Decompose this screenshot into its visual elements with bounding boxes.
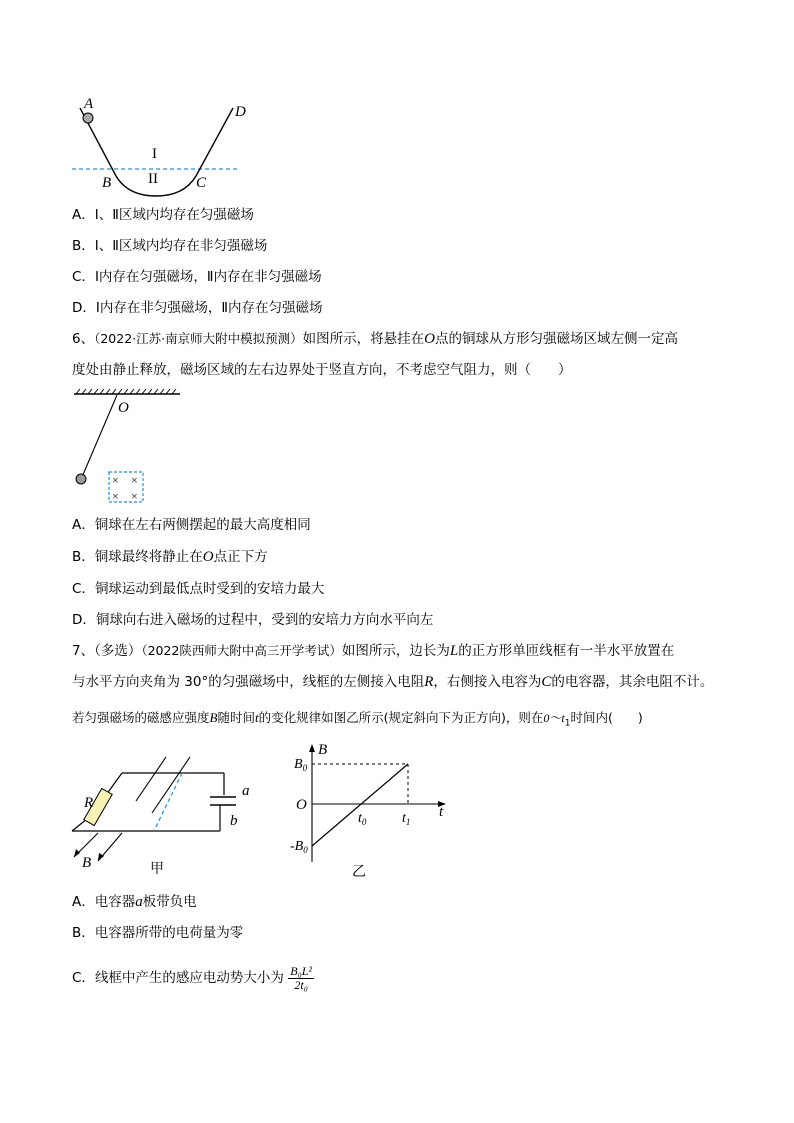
label-region-II: II <box>148 171 158 187</box>
pendulum-figure <box>70 388 190 508</box>
track-figure <box>70 92 260 202</box>
field-mark: × <box>131 473 138 487</box>
field-boundary-line <box>154 773 182 831</box>
label-D: D <box>235 104 246 120</box>
q7-stem-line3: 若匀强磁场的磁感应强度B随时间t的变化规律如图乙所示(规定斜向下为正方向)，则在$0\sim t_1$时间内( ) <box>72 710 643 729</box>
q5-option-c[interactable]: C．Ⅰ内存在匀强磁场，Ⅱ内存在非匀强磁场 <box>72 269 322 285</box>
q7-stem-line1: 7、（多选）（2022陕西师大附中高三开学考试）如图所示，边长为L的正方形单匝线框有一半水平放置在 <box>72 643 675 659</box>
q6-option-c[interactable]: C．铜球运动到最低点时受到的安培力最大 <box>72 581 325 597</box>
emf-fraction: $\frac{\text{B₀L²}}{\text{2t₀}}$ <box>290 963 313 992</box>
ceiling-hatching <box>76 389 176 394</box>
label-negB0: $-B_0$ <box>290 839 308 855</box>
q6-stem-line2: 度处由静止释放，磁场区域的左右边界处于竖直方向，不考虑空气阻力，则（ ） <box>72 362 572 378</box>
q7-stem-line2: 与水平方向夹角为 30°的匀强磁场中，线框的左侧接入电阻R，右侧接入电容为C的电容器，其余电阻不计。 <box>72 674 714 690</box>
label-B: B <box>102 175 112 191</box>
label-A: A <box>84 96 94 112</box>
label-t-axis: t <box>439 804 444 820</box>
circuit-figure-jia <box>70 735 270 875</box>
copper-ball <box>76 474 86 484</box>
label-O-origin: O <box>296 797 307 813</box>
label-O: O <box>118 400 129 416</box>
q6-option-b[interactable]: B．铜球最终将静止在O点正下方 <box>72 549 268 565</box>
label-R: R <box>84 795 94 811</box>
q7-option-c[interactable]: C．线框中产生的感应电动势大小为 $\frac{\text{B₀L²}}{\text{2t₀}}$ <box>72 963 313 992</box>
q5-option-b[interactable]: B．Ⅰ、Ⅱ区域内均存在非匀强磁场 <box>72 238 268 254</box>
field-mark: × <box>112 489 119 503</box>
caption-yi: 乙 <box>352 865 366 880</box>
label-t0: $t_0$ <box>358 811 367 827</box>
q7-option-a[interactable]: A．电容器a板带负电 <box>72 894 197 910</box>
q6-option-a[interactable]: A．铜球在左右两侧摆起的最大高度相同 <box>72 517 311 533</box>
label-a: a <box>242 783 250 799</box>
q5-option-a[interactable]: A．Ⅰ、Ⅱ区域内均存在匀强磁场 <box>72 207 254 223</box>
pendulum-string <box>82 395 117 477</box>
field-mark: × <box>131 489 138 503</box>
label-B-axis: B <box>318 742 328 758</box>
label-B-field: B <box>82 855 92 871</box>
q5-option-d[interactable]: D．Ⅰ内存在非匀强磁场，Ⅱ内存在匀强磁场 <box>72 300 323 316</box>
caption-jia: 甲 <box>150 862 164 875</box>
q6-option-d[interactable]: D．铜球向右进入磁场的过程中，受到的安培力方向水平向左 <box>72 612 434 628</box>
label-B0: $B_0$ <box>294 757 308 773</box>
label-region-I: I <box>152 146 157 162</box>
field-mark: × <box>112 473 119 487</box>
label-b: b <box>230 813 238 829</box>
label-t1: $t_1$ <box>402 811 411 827</box>
label-C: C <box>196 175 207 191</box>
q6-stem-line1: 6、（2022·江苏·南京师大附中模拟预测）如图所示，将悬挂在O点的铜球从方形匀强磁场区域左侧一定高 <box>72 331 678 347</box>
graph-figure-yi <box>284 742 454 882</box>
q7-option-b[interactable]: B．电容器所带的电荷量为零 <box>72 925 244 941</box>
ball <box>83 113 93 123</box>
b-t-line <box>312 764 411 846</box>
